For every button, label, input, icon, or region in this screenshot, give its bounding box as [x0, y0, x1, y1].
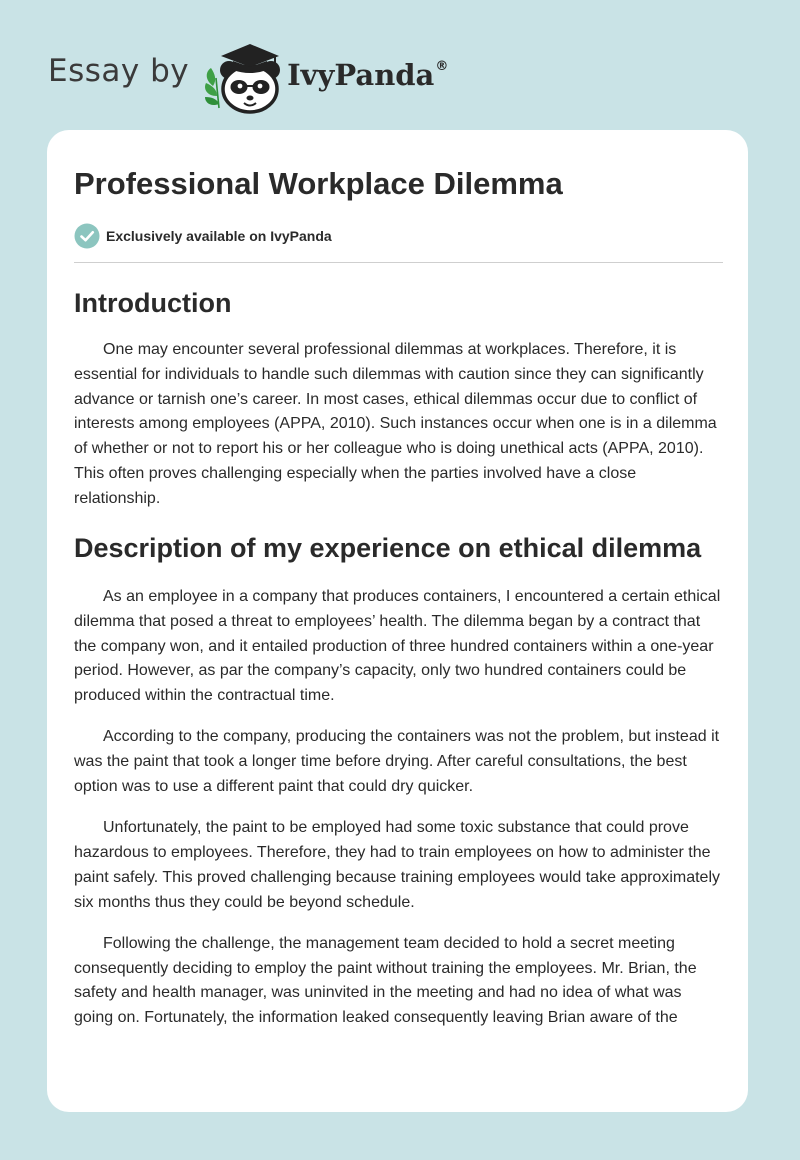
- brand-prefix: Essay by: [48, 53, 190, 89]
- paragraph: As an employee in a company that produces containers, I encountered a certain ethical dilemma that posed a threat to employees’ health. The dilemma began by a contract that the company won, and it entailed production of three hundred containers within a one-year period. However, as par the company’s capacity, only two hundred containers could be produced within the contractual time.: [74, 587, 721, 705]
- paragraph: Following the challenge, the management team decided to hold a secret meeting consequently deciding to employ the paint without training the employees. Mr. Brian, the safety and health manager, was uninvited in the meeting and had no idea of what was going on. Fortunately, the information leaked consequently leaving Brian aware of the: [74, 934, 697, 1027]
- panda-mascot-icon: [199, 34, 285, 114]
- essay-card: [47, 130, 748, 1112]
- exclusive-badge: [74, 222, 722, 250]
- paragraph: According to the company, producing the containers was not the problem, but instead it was the paint that took a longer time before drying. After careful consultations, the best option was to use a different paint that could dry quicker.: [74, 728, 720, 795]
- check-circle-icon: [74, 223, 100, 249]
- registered-mark: ®: [435, 59, 449, 75]
- brand-name: IvyPanda®: [287, 58, 449, 92]
- page-title: Professional Workplace Dilemma: [74, 166, 563, 201]
- exclusive-badge-text: Exclusively available on IvyPanda: [106, 228, 332, 244]
- paragraph: One may encounter several professional dilemmas at workplaces. Therefore, it is essential for individuals to handle such dilemmas with caution since they can significantly advance or tarnish one’s career. In most cases, ethical dilemmas occur due to conflict of interests among employees (APPA, 2010). Such instances occur when one is in a dilemma of whether or not to report his or her colleague who is doing unethical acts (APPA, 2010). This often proves challenging especially when the parties involved have a close relationship.: [74, 341, 717, 507]
- paragraph: Unfortunately, the paint to be employed had some toxic substance that could prove hazardous to employees. Therefore, they had to train employees on how to administer the paint safely. This proved challenging because training employees would take approximately six months thus they could be beyond schedule.: [74, 819, 721, 911]
- section-heading-introduction: Introduction: [74, 288, 232, 318]
- title-divider: [74, 262, 723, 263]
- brand-header[interactable]: [48, 34, 448, 114]
- section-heading-experience: Description of my experience on ethical dilemma: [74, 532, 702, 563]
